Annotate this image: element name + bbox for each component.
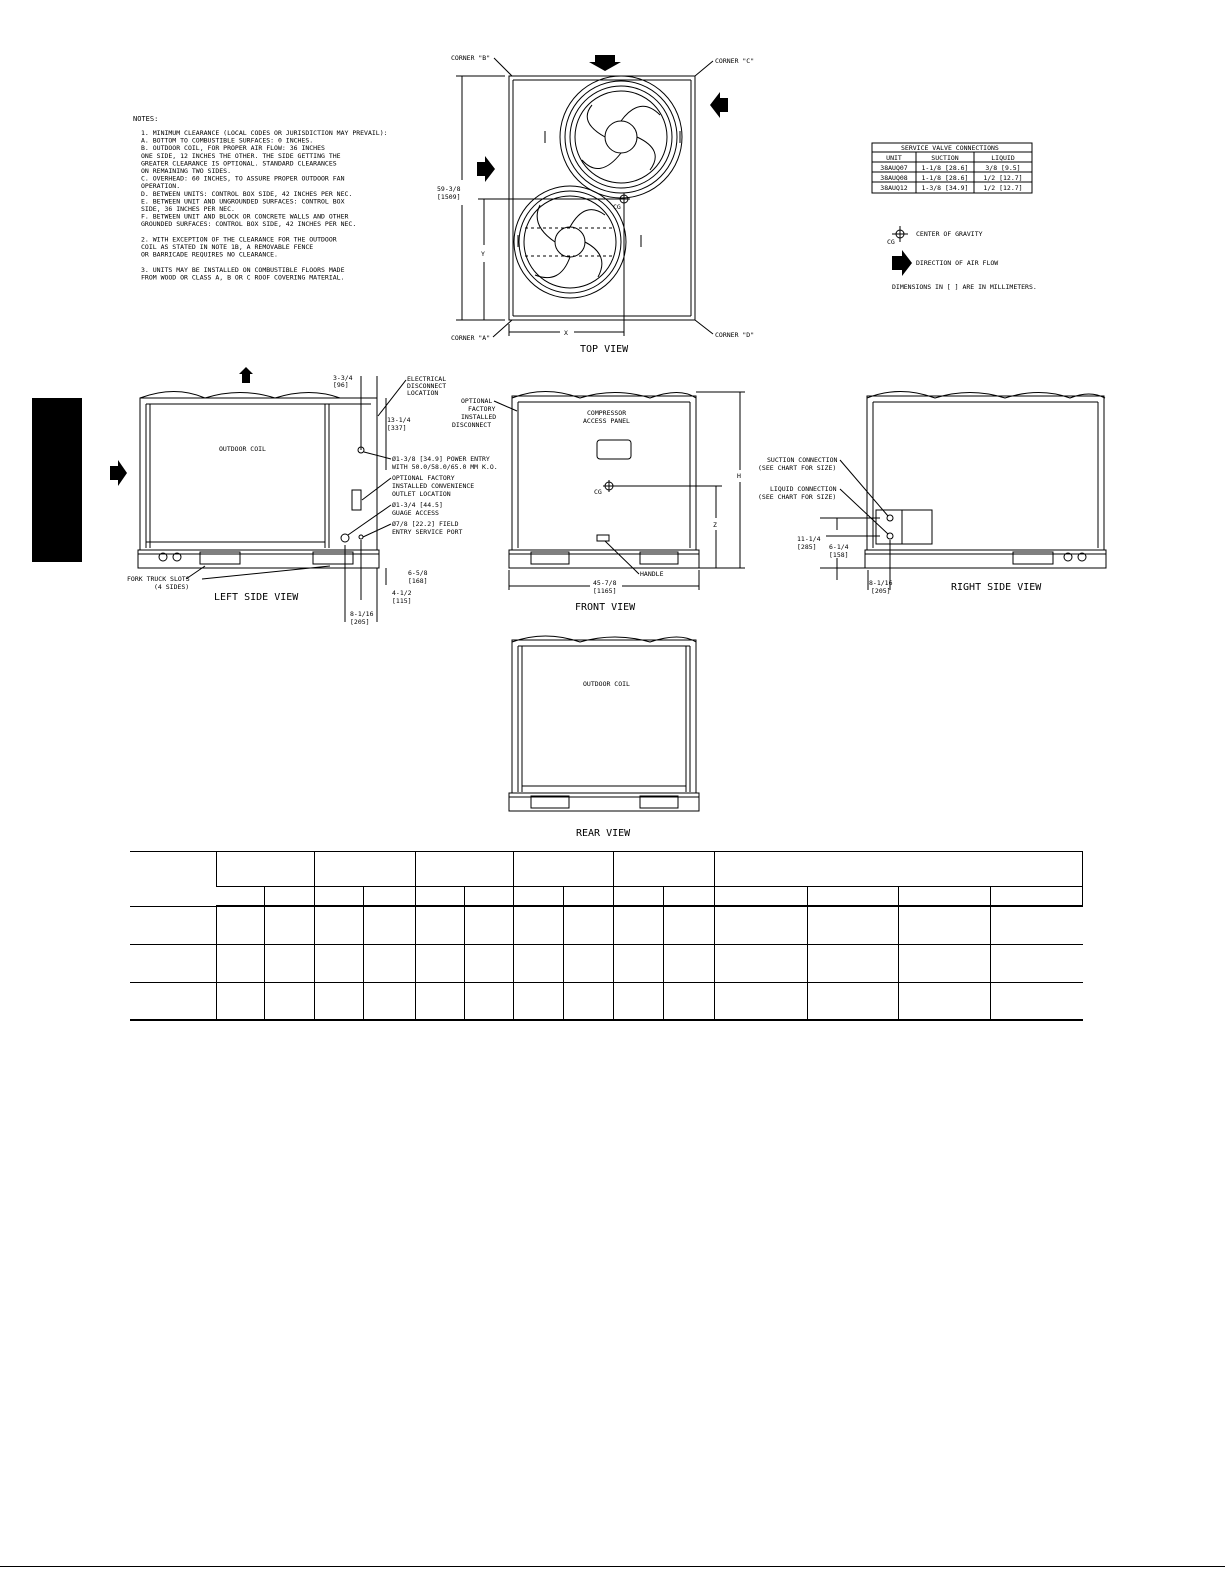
table-cell	[130, 982, 216, 1020]
handle	[597, 535, 609, 541]
note-line: D. BETWEEN UNITS: CONTROL BOX SIDE, 42 INCHES PER NEC.	[141, 189, 353, 198]
outlet-label-2: INSTALLED CONVENIENCE	[392, 482, 475, 490]
note-line: OPERATION.	[141, 182, 181, 191]
front-view-title: FRONT VIEW	[575, 602, 636, 613]
table-cell	[807, 944, 899, 982]
field-port-label-1: Ø7/8 [22.2] FIELD	[392, 520, 459, 528]
left-dim-6-5-8: 6-5/8	[408, 569, 428, 577]
table-cell	[314, 886, 363, 906]
left-dim-115: [115]	[392, 597, 412, 605]
note-line: C. OVERHEAD: 60 INCHES, TO ASSURE PROPER OUTDOOR FAN	[141, 174, 345, 183]
cg-legend-text: CENTER OF GRAVITY	[916, 230, 983, 238]
airflow-arrow-icon	[589, 55, 621, 71]
right-dim-285: [285]	[797, 543, 817, 551]
airflow-arrow-icon	[110, 460, 127, 486]
table-cell	[464, 982, 514, 1020]
table-cell	[614, 982, 664, 1020]
front-cg-label: CG	[594, 488, 602, 496]
table-cell	[664, 906, 715, 944]
table-cell	[314, 851, 415, 886]
left-dim-13-1-4: 13-1/4	[387, 416, 411, 424]
disconnect-label-4: DISCONNECT	[452, 421, 492, 429]
table-cell	[807, 906, 899, 944]
table-cell	[464, 906, 514, 944]
service-valve-cell: 1-3/8 [34.9]	[921, 184, 969, 192]
table-cell	[363, 982, 415, 1020]
left-dim-205: [205]	[350, 618, 370, 626]
corner-c-label: CORNER "C"	[715, 57, 755, 65]
elec-label-1: ELECTRICAL	[407, 375, 447, 383]
table-cell	[216, 944, 264, 982]
table-cell	[614, 906, 664, 944]
table-cell	[314, 906, 363, 944]
notes-block	[133, 115, 388, 281]
table-cell	[714, 982, 807, 1020]
top-x-label: X	[564, 329, 568, 337]
handle-label: HANDLE	[640, 570, 664, 578]
disconnect-label-1: OPTIONAL	[461, 397, 493, 405]
dimensions-note: DIMENSIONS IN [ ] ARE IN MILLIMETERS.	[892, 283, 1037, 291]
service-valve-cell: 3/8 [9.5]	[985, 164, 1021, 172]
dimension-table	[130, 851, 1083, 1021]
service-valve-header: SUCTION	[931, 154, 959, 162]
left-side-view	[110, 367, 498, 626]
service-valve-cell: 1-1/8 [28.6]	[921, 164, 969, 172]
service-valve-header: UNIT	[886, 154, 902, 162]
table-cell	[216, 886, 264, 906]
table-cell	[991, 982, 1083, 1020]
table-cell	[464, 886, 514, 906]
compressor-label-1: COMPRESSOR	[587, 409, 627, 417]
left-dim-337: [337]	[387, 424, 407, 432]
outlet-label-3: OUTLET LOCATION	[392, 490, 451, 498]
table-cell	[130, 851, 216, 906]
note-line: ONE SIDE, 12 INCHES THE OTHER. THE SIDE GETTING THE	[141, 151, 341, 160]
lower-fan	[514, 186, 626, 298]
service-valve-title: SERVICE VALVE CONNECTIONS	[901, 144, 999, 152]
table-cell	[415, 851, 514, 886]
top-depth-inches: 59-3/8	[437, 185, 461, 193]
left-dim-4-1-2: 4-1/2	[392, 589, 412, 597]
service-valve-table	[872, 143, 1032, 193]
note-line: FROM WOOD OR CLASS A, B OR C ROOF COVERING MATERIAL.	[141, 273, 345, 282]
table-cell	[514, 982, 564, 1020]
table-cell	[807, 982, 899, 1020]
right-view-title: RIGHT SIDE VIEW	[951, 582, 1042, 593]
airflow-arrow-icon	[477, 156, 495, 182]
service-valve-cell: 38AUQ12	[880, 184, 908, 192]
table-cell	[564, 944, 614, 982]
note-line: F. BETWEEN UNIT AND BLOCK OR CONCRETE WALLS AND OTHER	[141, 212, 349, 221]
legend	[887, 226, 1037, 291]
table-header-row	[130, 851, 1083, 886]
note-line: B. OUTDOOR COIL, FOR PROPER AIR FLOW: 36 INCHES	[141, 144, 325, 153]
left-view-title: LEFT SIDE VIEW	[214, 592, 299, 603]
right-dim-158: [158]	[829, 551, 849, 559]
top-depth-mm: [1509]	[437, 193, 461, 201]
table-cell	[714, 944, 807, 982]
table-cell	[614, 886, 664, 906]
table-row	[130, 982, 1083, 1020]
rear-view-title: REAR VIEW	[576, 828, 631, 839]
right-dim-6-1-4: 6-1/4	[829, 543, 849, 551]
table-cell	[899, 982, 991, 1020]
note-line: GREATER CLEARANCE IS OPTIONAL. STANDARD CLEARANCES	[141, 159, 337, 168]
table-cell	[265, 886, 315, 906]
table-cell	[265, 906, 315, 944]
table-cell	[363, 886, 415, 906]
table-cell	[564, 906, 614, 944]
note-line: SIDE, 36 INCHES PER NEC.	[141, 205, 235, 213]
table-cell	[314, 982, 363, 1020]
table-subheader-row	[130, 886, 1083, 906]
top-view-outline	[509, 76, 695, 320]
fork-slots-label-1: FORK TRUCK SLOTS	[127, 575, 190, 583]
table-cell	[514, 906, 564, 944]
table-cell	[1083, 851, 1084, 906]
table-cell	[415, 944, 464, 982]
corner-b-label: CORNER "B"	[451, 54, 491, 62]
table-cell	[464, 944, 514, 982]
table-cell	[514, 851, 614, 886]
right-dim-11-1-4: 11-1/4	[797, 535, 821, 543]
left-dim-3-3-4: 3-3/4	[333, 374, 353, 382]
liquid-label-1: LIQUID CONNECTION	[770, 485, 837, 493]
table-cell	[614, 944, 664, 982]
cg-legend-mark: CG	[887, 238, 895, 246]
airflow-legend-text: DIRECTION OF AIR FLOW	[916, 259, 999, 267]
table-cell	[216, 906, 264, 944]
airflow-legend-icon	[892, 250, 912, 276]
rear-view	[509, 636, 699, 839]
front-width-mm: [1165]	[593, 587, 617, 595]
elec-label-3: LOCATION	[407, 389, 439, 397]
service-valve-cell: 38AUQ07	[880, 164, 908, 172]
note-line: ON REMAINING TWO SIDES.	[141, 167, 232, 175]
table-cell	[807, 886, 899, 906]
left-coil-label: OUTDOOR COIL	[219, 445, 266, 453]
note-line: 3. UNITS MAY BE INSTALLED ON COMBUSTIBLE FLOORS MADE	[141, 265, 345, 274]
upper-fan	[560, 76, 682, 198]
table-row	[130, 944, 1083, 982]
table-cell	[714, 851, 1082, 886]
note-line: GROUNDED SURFACES: CONTROL BOX SIDE, 42 INCHES PER NEC.	[141, 220, 357, 229]
corner-d-label: CORNER "D"	[715, 331, 755, 339]
front-view	[452, 392, 745, 614]
note-line: E. BETWEEN UNIT AND UNGROUNDED SURFACES: CONTROL BOX	[141, 197, 345, 206]
top-view	[437, 54, 754, 355]
table-cell	[265, 982, 315, 1020]
top-view-title: TOP VIEW	[580, 344, 629, 355]
table-cell	[899, 886, 991, 906]
table-cell	[991, 886, 1083, 906]
outlet-label-1: OPTIONAL FACTORY	[392, 474, 455, 482]
table-cell	[216, 851, 314, 886]
table-cell	[714, 906, 807, 944]
service-valve-cell: 1/2 [12.7]	[983, 174, 1023, 182]
table-cell	[363, 944, 415, 982]
right-dim-205: [205]	[871, 587, 891, 595]
table-cell	[130, 944, 216, 982]
table-cell	[899, 906, 991, 944]
left-dim-8-1-16: 8-1/16	[350, 610, 374, 618]
liquid-label-2: (SEE CHART FOR SIZE)	[758, 493, 837, 501]
left-dim-168: [168]	[408, 577, 428, 585]
disconnect-label-2: FACTORY	[468, 405, 496, 413]
table-cell	[314, 944, 363, 982]
field-port-label-2: ENTRY SERVICE PORT	[392, 528, 463, 536]
note-line: 1. MINIMUM CLEARANCE (LOCAL CODES OR JURISDICTION MAY PREVAIL):	[141, 129, 388, 137]
note-line: COIL AS STATED IN NOTE 1B, A REMOVABLE FENCE	[141, 243, 314, 251]
table-cell	[899, 944, 991, 982]
table-row	[130, 906, 1083, 944]
power-entry-label-2: WITH 50.0/58.0/65.0 MM K.O.	[392, 463, 498, 471]
table-cell	[265, 944, 315, 982]
corner-a-label: CORNER "A"	[451, 334, 491, 342]
disconnect-label-3: INSTALLED	[461, 413, 497, 421]
top-cg-label: CG	[613, 203, 621, 211]
compressor-panel	[597, 440, 631, 459]
front-h-label: H	[737, 472, 741, 480]
gauge-port-icon	[341, 534, 349, 542]
service-valve-cell: 1/2 [12.7]	[983, 184, 1023, 192]
gauge-label-2: GUAGE ACCESS	[392, 509, 439, 517]
note-line: OR BARRICADE REQUIRES NO CLEARANCE.	[141, 250, 278, 259]
suction-label-1: SUCTION CONNECTION	[767, 456, 838, 464]
suction-label-2: (SEE CHART FOR SIZE)	[758, 464, 837, 472]
elec-label-2: DISCONNECT	[407, 382, 447, 390]
left-dim-96: [96]	[333, 381, 349, 389]
table-cell	[664, 982, 715, 1020]
airflow-arrow-icon	[239, 367, 253, 383]
service-valve-cell: 1-1/8 [28.6]	[921, 174, 969, 182]
service-valve-cell: 38AUQ08	[880, 174, 908, 182]
table-cell	[614, 851, 715, 886]
rear-coil-label: OUTDOOR COIL	[583, 680, 630, 688]
table-cell	[664, 886, 715, 906]
right-dim-8-1-16: 8-1/16	[869, 579, 893, 587]
fork-slots-label-2: (4 SIDES)	[154, 583, 190, 591]
front-cg-icon	[603, 480, 615, 492]
page-bottom-rule	[0, 1566, 1225, 1567]
table-cell	[130, 906, 216, 944]
notes-title: NOTES:	[133, 115, 159, 123]
front-width-inches: 45-7/8	[593, 579, 617, 587]
top-y-label: Y	[481, 250, 485, 258]
table-cell	[564, 982, 614, 1020]
table-cell	[363, 906, 415, 944]
power-entry-label-1: Ø1-3/8 [34.9] POWER ENTRY	[392, 455, 490, 463]
table-cell	[664, 944, 715, 982]
table-cell	[415, 982, 464, 1020]
outlet-box	[352, 490, 361, 510]
front-z-label: Z	[713, 521, 717, 529]
service-valve-header: LIQUID	[991, 154, 1015, 162]
table-cell	[514, 944, 564, 982]
table-cell	[714, 886, 807, 906]
table-cell	[991, 944, 1083, 982]
table-cell	[514, 886, 564, 906]
note-line: 2. WITH EXCEPTION OF THE CLEARANCE FOR THE OUTDOOR	[141, 235, 337, 244]
right-side-view	[758, 392, 1106, 596]
table-cell	[216, 982, 264, 1020]
table-cell	[415, 886, 464, 906]
table-cell	[415, 906, 464, 944]
table-cell	[564, 886, 614, 906]
note-line: A. BOTTOM TO COMBUSTIBLE SURFACES: 0 INCHES.	[141, 136, 314, 145]
table-cell	[991, 906, 1083, 944]
compressor-label-2: ACCESS PANEL	[583, 417, 630, 425]
gauge-label-1: Ø1-3/4 [44.5]	[392, 501, 443, 509]
airflow-arrow-icon	[710, 92, 728, 118]
